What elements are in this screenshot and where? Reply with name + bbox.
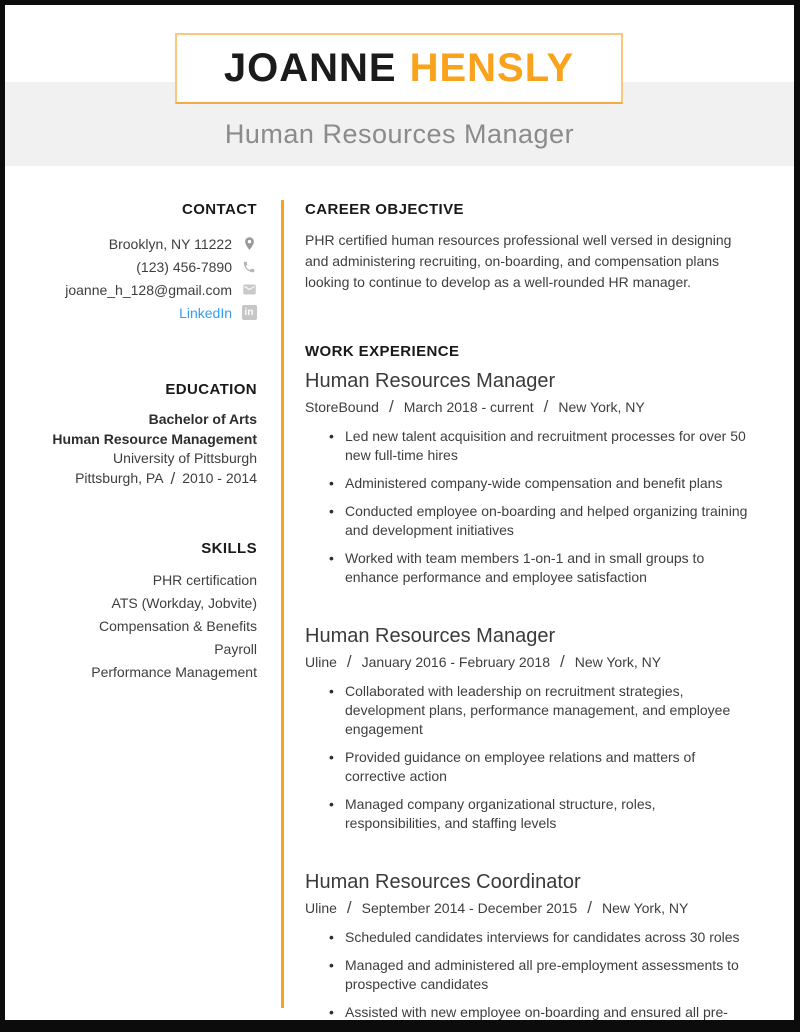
skill-item: Performance Management bbox=[91, 664, 257, 680]
education-meta bbox=[5, 469, 257, 489]
address-text: Brooklyn, NY 11222 bbox=[108, 235, 232, 252]
job-location: New York, NY bbox=[558, 399, 645, 415]
job-entry bbox=[305, 871, 754, 1032]
slash-separator: / bbox=[346, 652, 352, 671]
contact-section-title: CONTACT bbox=[181, 201, 257, 218]
envelope-icon bbox=[241, 282, 257, 298]
main-column bbox=[284, 195, 794, 1032]
education-block bbox=[5, 410, 257, 488]
contact-row-linkedin bbox=[5, 301, 257, 324]
slash-separator: / bbox=[388, 397, 394, 416]
location-pin-icon bbox=[241, 236, 257, 252]
bullet-item: • Collaborated with leadership on recruitment strategies, development plans, performance management, and employee engagement bbox=[345, 682, 754, 739]
job-title: Human Resources Manager bbox=[305, 370, 556, 392]
sidebar bbox=[5, 195, 281, 1020]
bullet-item: • Provided guidance on employee relations and matters of corrective action bbox=[345, 748, 754, 786]
linkedin-link[interactable]: LinkedIn bbox=[179, 304, 232, 321]
slash-separator: / bbox=[170, 468, 176, 488]
contact-row-phone bbox=[5, 255, 257, 278]
bullet-item: • Assisted with new employee on-boarding and ensured all pre-employment forms were properly completed bbox=[345, 1003, 754, 1032]
job-bullets bbox=[305, 928, 754, 1032]
contact-list bbox=[5, 232, 257, 324]
job-meta bbox=[305, 397, 754, 417]
contact-row-address bbox=[5, 232, 257, 255]
first-name: JOANNE bbox=[223, 46, 397, 90]
education-school: University of Pittsburgh bbox=[113, 450, 257, 466]
person-name bbox=[224, 46, 574, 91]
page-title: Human Resources Manager bbox=[224, 119, 575, 149]
job-company: Uline bbox=[305, 900, 337, 916]
job-entry bbox=[305, 370, 754, 587]
job-company: StoreBound bbox=[305, 399, 379, 415]
phone-icon bbox=[241, 259, 257, 275]
phone-text: (123) 456-7890 bbox=[136, 258, 232, 275]
skills-section-title: SKILLS bbox=[201, 540, 257, 557]
skill-item: Compensation & Benefits bbox=[99, 618, 257, 634]
slash-separator: / bbox=[346, 898, 352, 917]
job-dates: September 2014 - December 2015 bbox=[361, 900, 578, 916]
bullet-item: • Managed company organizational structure, roles, responsibilities, and staffing levels bbox=[345, 795, 754, 833]
bullet-item: • Worked with team members 1-on-1 and in small groups to enhance performance and employee satisfaction bbox=[345, 549, 754, 587]
job-bullets bbox=[305, 427, 754, 587]
job-company: Uline bbox=[305, 654, 337, 670]
bullet-item: • Administered company-wide compensation and benefit plans bbox=[345, 474, 754, 493]
bullet-item: • Managed and administered all pre-employment assessments to prospective candidates bbox=[345, 956, 754, 994]
objective-text: PHR certified human resources professional well versed in designing and administering recruiting, on-boarding, and compensation plans looking to continue to develop as a well-rounded HR manager. bbox=[305, 232, 732, 290]
body-columns bbox=[5, 195, 794, 1032]
job-location: New York, NY bbox=[574, 654, 662, 670]
job-meta bbox=[305, 652, 754, 672]
education-location: Pittsburgh, PA bbox=[75, 469, 164, 486]
skills-list bbox=[5, 569, 257, 684]
name-box bbox=[175, 33, 623, 104]
slash-separator: / bbox=[587, 898, 592, 917]
skill-item: Payroll bbox=[214, 641, 257, 657]
education-major: Human Resource Management bbox=[52, 430, 257, 447]
objective-section-title: CAREER OBJECTIVE bbox=[305, 201, 464, 218]
job-dates: March 2018 - current bbox=[403, 399, 534, 415]
job-title: Human Resources Coordinator bbox=[305, 871, 581, 893]
slash-separator: / bbox=[543, 397, 549, 416]
job-location: New York, NY bbox=[601, 900, 689, 916]
email-text: joanne_h_128@gmail.com bbox=[65, 281, 232, 298]
last-name: HENSLY bbox=[409, 46, 575, 90]
skill-item: ATS (Workday, Jobvite) bbox=[111, 595, 257, 611]
contact-row-email bbox=[5, 278, 257, 301]
job-title: Human Resources Manager bbox=[305, 625, 556, 647]
skill-item: PHR certification bbox=[152, 572, 257, 588]
experience-section-title: WORK EXPERIENCE bbox=[305, 343, 460, 360]
slash-separator: / bbox=[559, 652, 565, 671]
linkedin-icon bbox=[241, 305, 257, 321]
education-dates: 2010 - 2014 bbox=[182, 469, 257, 486]
bullet-item: • Scheduled candidates interviews for candidates across 30 roles bbox=[345, 928, 754, 947]
bullet-item: • Conducted employee on-boarding and helped organizing training and development initiatives bbox=[345, 502, 754, 540]
job-meta bbox=[305, 898, 754, 918]
education-degree: Bachelor of Arts bbox=[148, 411, 257, 427]
linkedin-badge: in bbox=[242, 305, 257, 320]
job-dates: January 2016 - February 2018 bbox=[361, 654, 550, 670]
job-bullets bbox=[305, 682, 754, 833]
bullet-item: • Led new talent acquisition and recruitment processes for over 50 new full-time hires bbox=[345, 427, 754, 465]
job-entry bbox=[305, 625, 754, 833]
education-section-title: EDUCATION bbox=[165, 381, 257, 398]
